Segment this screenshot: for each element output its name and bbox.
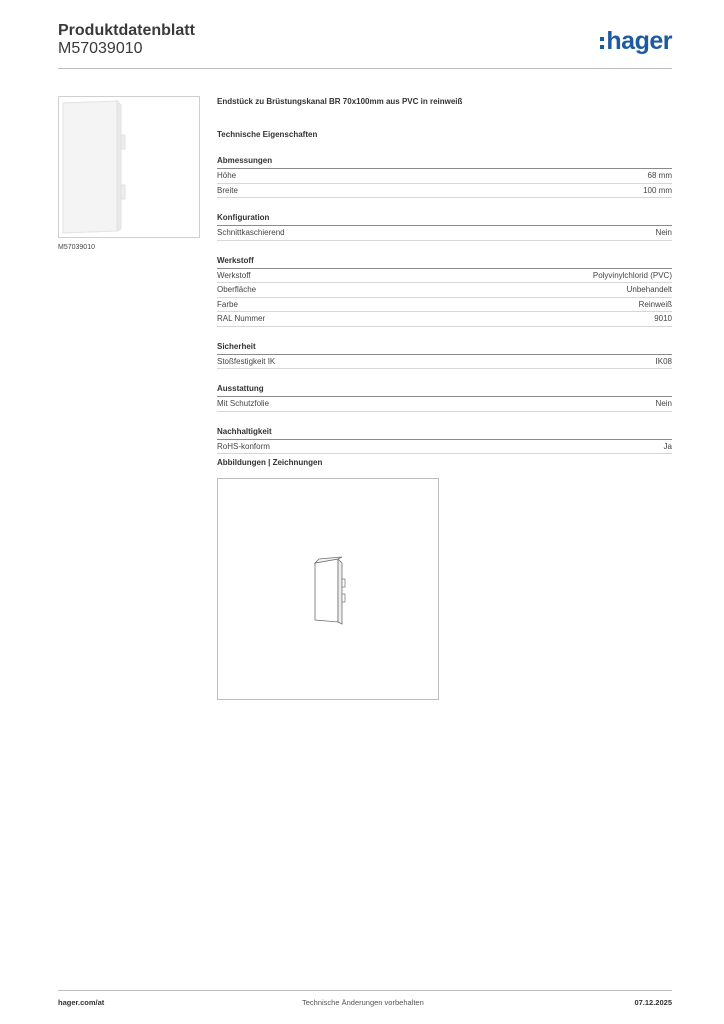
drawing-frame bbox=[217, 478, 439, 700]
end-piece-illustration bbox=[59, 97, 199, 237]
article-number: M57039010 bbox=[58, 40, 143, 57]
spec-key: Breite bbox=[217, 185, 238, 195]
spec-key: Werkstoff bbox=[217, 270, 251, 280]
product-image bbox=[58, 96, 200, 238]
spec-row bbox=[217, 397, 672, 412]
spec-key: RAL Nummer bbox=[217, 314, 266, 323]
footer-website: hager.com/at bbox=[58, 998, 105, 1007]
spec-row bbox=[217, 226, 672, 241]
spec-section-sustainability bbox=[217, 426, 672, 455]
section-title: Sicherheit bbox=[217, 341, 672, 355]
section-title: Abmessungen bbox=[217, 155, 672, 169]
spec-key: Oberfläche bbox=[217, 285, 257, 294]
logo-colon-icon bbox=[600, 37, 604, 49]
product-details bbox=[217, 96, 672, 454]
spec-row bbox=[217, 312, 672, 327]
spec-row bbox=[217, 169, 672, 184]
footer-divider bbox=[58, 990, 672, 991]
document-title: Produktdatenblatt bbox=[58, 22, 195, 39]
spec-key: Höhe bbox=[217, 171, 237, 180]
logo-text: hager bbox=[606, 26, 672, 55]
spec-section-configuration bbox=[217, 212, 672, 241]
spec-key: Mit Schutzfolie bbox=[217, 399, 270, 408]
spec-row bbox=[217, 283, 672, 298]
spec-row bbox=[217, 184, 672, 199]
product-description: Endstück zu Brüstungskanal BR 70x100mm aus PVC in reinweiß bbox=[217, 97, 463, 106]
spec-row bbox=[217, 269, 672, 284]
spec-key: Schnittkaschierend bbox=[217, 228, 285, 237]
spec-value: Reinweiß bbox=[638, 299, 672, 309]
spec-value: Ja bbox=[663, 441, 672, 451]
section-title: Ausstattung bbox=[217, 383, 672, 397]
spec-section-material bbox=[217, 255, 672, 327]
spec-section-dimensions bbox=[217, 155, 672, 198]
drawings-heading: Abbildungen | Zeichnungen bbox=[217, 458, 323, 467]
footer-notice: Technische Änderungen vorbehalten bbox=[302, 998, 424, 1007]
technical-properties-heading: Technische Eigenschaften bbox=[217, 130, 318, 139]
spec-row bbox=[217, 355, 672, 370]
spec-value: 9010 bbox=[654, 314, 672, 323]
footer-date: 07.12.2025 bbox=[634, 998, 672, 1007]
section-title: Nachhaltigkeit bbox=[217, 426, 672, 440]
spec-value: Unbehandelt bbox=[626, 285, 672, 294]
spec-value: 100 mm bbox=[643, 185, 672, 195]
spec-value: Polyvinylchlorid (PVC) bbox=[592, 270, 672, 280]
page-header bbox=[58, 20, 672, 68]
section-title: Werkstoff bbox=[217, 255, 672, 269]
product-image-caption: M57039010 bbox=[58, 244, 95, 251]
spec-row bbox=[217, 440, 672, 455]
hager-logo bbox=[600, 26, 672, 56]
spec-section-equipment bbox=[217, 383, 672, 412]
spec-key: RoHS-konform bbox=[217, 441, 270, 451]
spec-value: Nein bbox=[655, 399, 672, 408]
spec-section-safety bbox=[217, 341, 672, 370]
spec-value: Nein bbox=[655, 228, 672, 237]
spec-value: IK08 bbox=[655, 356, 672, 366]
spec-key: Stoßfestigkeit IK bbox=[217, 356, 276, 366]
header-divider bbox=[58, 68, 672, 69]
technical-drawing bbox=[218, 479, 438, 699]
spec-value: 68 mm bbox=[647, 171, 672, 180]
spec-row bbox=[217, 298, 672, 313]
spec-key: Farbe bbox=[217, 299, 238, 309]
section-title: Konfiguration bbox=[217, 212, 672, 226]
